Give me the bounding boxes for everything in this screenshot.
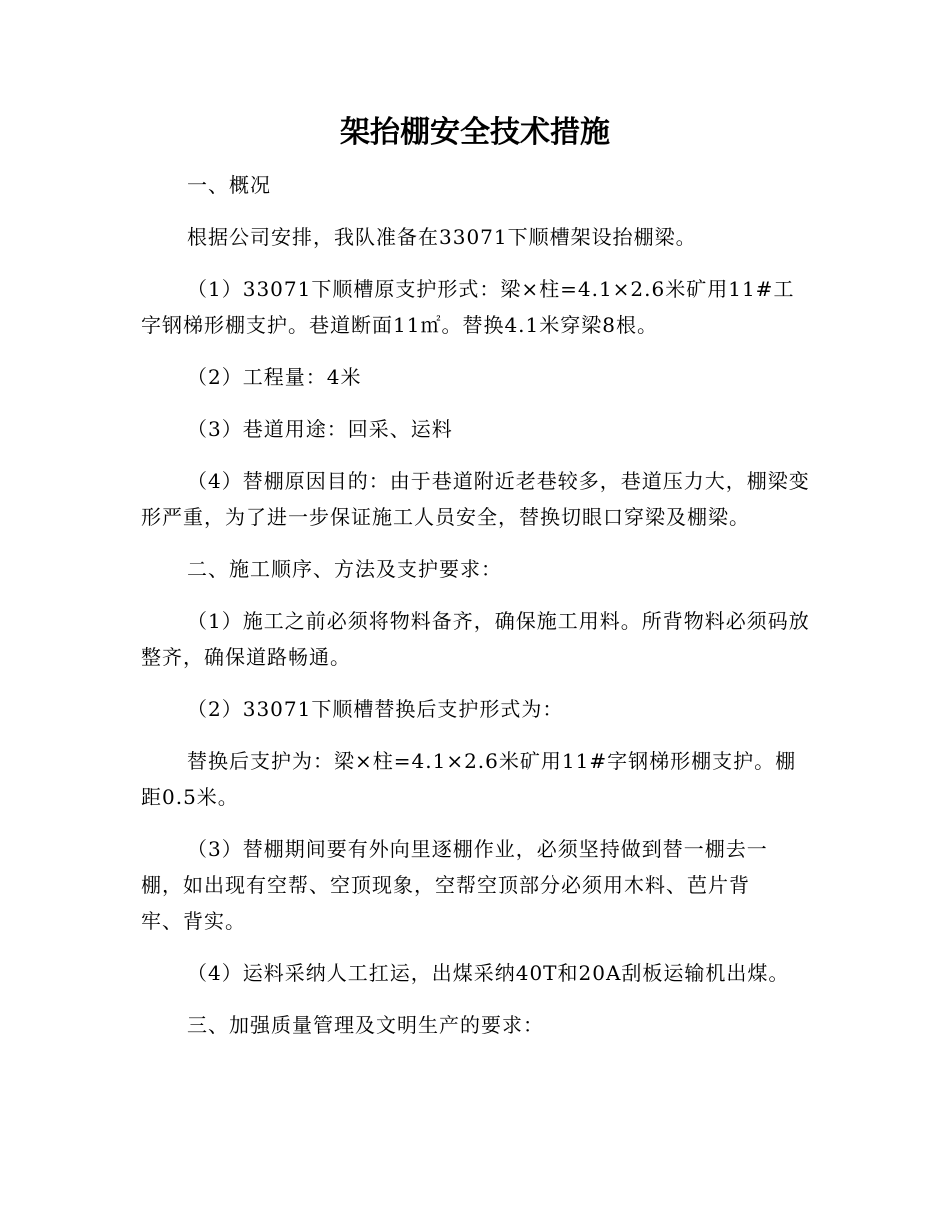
document-body [141, 167, 811, 1059]
section-heading-quality: 三、加强质量管理及文明生产的要求： [187, 1013, 544, 1037]
paragraph-construction-4: （4）运料采纳人工扛运，出煤采纳40T和20A刮板运输机出煤。 [187, 961, 790, 985]
paragraph-item-2: （2）工程量：4米 [187, 365, 362, 389]
section-heading-construction: 二、施工顺序、方法及支护要求： [187, 557, 502, 581]
paragraph-construction-1: （1）施工之前必须将物料备齐，确保施工用料。所背物料必须码放整齐，确保道路畅通。 [141, 609, 810, 669]
paragraph-intro: 根据公司安排，我队准备在33071下顺槽架设抬棚梁。 [187, 225, 697, 249]
paragraph-construction-2: （2）33071下顺槽替换后支护形式为： [187, 697, 564, 721]
paragraph-construction-3: （3）替棚期间要有外向里逐棚作业，必须坚持做到替一棚去一棚，如出现有空帮、空顶现象，空帮空顶部分必须用木料、芭片背牢、背实。 [141, 837, 768, 933]
document-title: 架抬棚安全技术措施 [340, 115, 610, 150]
section-heading-overview: 一、概况 [187, 173, 271, 197]
paragraph-item-3: （3）巷道用途：回采、运料 [187, 417, 453, 441]
paragraph-item-4: （4）替棚原因目的：由于巷道附近老巷较多，巷道压力大，棚梁变形严重，为了进一步保证施工人员安全，替换切眼口穿梁及棚梁。 [141, 469, 810, 529]
paragraph-item-1: （1）33071下顺槽原支护形式：梁×柱=4.1×2.6米矿用11#工字钢梯形棚支护。巷道断面11㎡。替换4.1米穿梁8根。 [141, 277, 795, 337]
paragraph-support-form: 替换后支护为：梁×柱=4.1×2.6米矿用11#字钢梯形棚支护。棚距0.5米。 [141, 749, 797, 809]
